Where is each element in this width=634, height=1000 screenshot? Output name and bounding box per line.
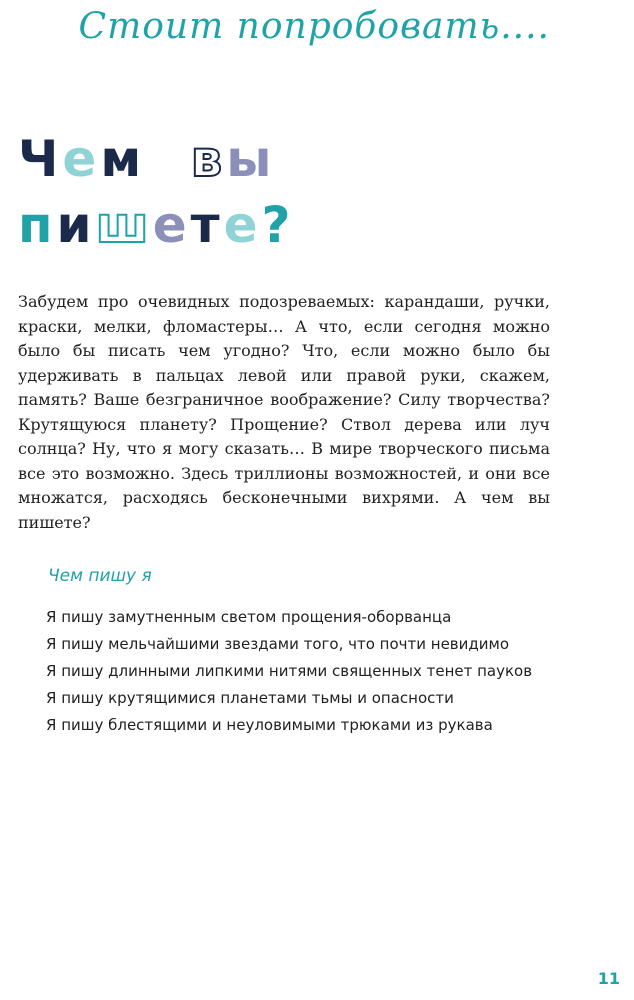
title-line-2 [18, 192, 299, 258]
title-letter: и [56, 196, 96, 254]
title-line-1 [18, 126, 299, 192]
section-header: Стоит попробовать.... [78, 6, 550, 47]
title-letter: ? [261, 196, 295, 254]
poem-lines [46, 604, 532, 739]
title-letter: ы [226, 130, 276, 188]
title-letter: е [62, 130, 101, 188]
poem-line: Я пишу крутящимися планетами тьмы и опасности [46, 689, 454, 707]
title-letter: ш [95, 196, 153, 254]
poem-line: Я пишу замутненным светом прощения-оборванца [46, 608, 452, 626]
poem-line: Я пишу длинными липкими нитями священных тенет пауков [46, 662, 533, 680]
title-letter: е [152, 196, 191, 254]
body-paragraph: Забудем про очевидных подозреваемых: карандаши, ручки, краски, мелки, фломастеры… А что, если сегодня можно было бы писать чем угодно? Что, если можно было бы удерживать в пальцах левой или правой руки, скажем, память? Ваше безграничное воображение? Силу творчества? Крутящуюся планету? Прощение? Ствол дерева или луч солнца? Ну, что я могу сказать… В мире творческого письма все это возможно. Здесь триллионы возможностей, и они все множатся, расходясь бесконечными вихрями. А чем вы пишете? [18, 292, 550, 532]
poem-title: Чем пишу я [48, 566, 152, 586]
page-number: 11 [597, 969, 620, 988]
title-letter: Ч [18, 130, 63, 188]
title-word-vy [191, 126, 276, 192]
title-word-chem [18, 126, 145, 192]
title-letter: е [223, 196, 262, 254]
title-letter: в [190, 130, 227, 188]
title-letter: т [190, 196, 224, 254]
poem-line: Я пишу блестящими и неуловимыми трюками из рукава [46, 716, 493, 734]
poem-line: Я пишу мельчайшими звездами того, что почти невидимо [46, 635, 510, 653]
title-letter: п [18, 196, 57, 254]
page-title [18, 126, 299, 258]
title-letter: м [100, 130, 146, 188]
